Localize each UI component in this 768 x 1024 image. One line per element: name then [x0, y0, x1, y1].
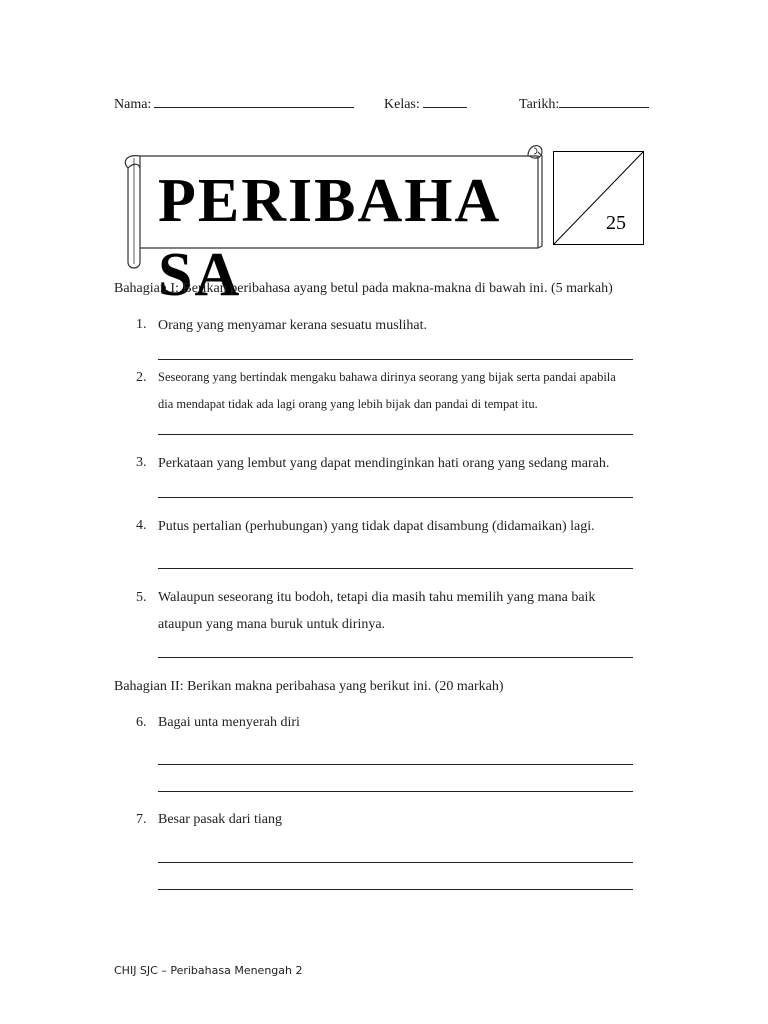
- question-text: Walaupun seseorang itu bodoh, tetapi dia masih tahu memilih yang mana baik ataupun yang mana buruk untuk dirinya.: [158, 590, 596, 632]
- score-total: 25: [606, 212, 626, 234]
- question-number: 4.: [136, 518, 147, 533]
- question-number: 7.: [136, 812, 147, 827]
- question-number: 2.: [136, 370, 147, 385]
- question-number: 1.: [136, 317, 147, 332]
- answer-line[interactable]: [158, 657, 633, 658]
- class-field: [384, 94, 467, 113]
- answer-line[interactable]: [158, 434, 633, 435]
- question-number: 3.: [136, 455, 147, 470]
- question-text: Perkataan yang lembut yang dapat mendinginkan hati orang yang sedang marah.: [158, 456, 610, 471]
- page-title: PERIBAHASA: [158, 167, 502, 309]
- date-label: Tarikh:: [519, 97, 560, 112]
- question-text: Seseorang yang bertindak mengaku bahawa dirinya seorang yang bijak serta pandai apabila dia mendapat tidak ada lagi orang yang lebih bijak dan pandai di tempat itu.: [158, 370, 616, 411]
- date-field: [519, 94, 649, 113]
- name-label: Nama:: [114, 97, 152, 112]
- page-footer: CHIJ SJC – Peribahasa Menengah 2: [114, 964, 303, 977]
- class-blank[interactable]: [423, 94, 467, 108]
- class-label: Kelas:: [384, 97, 420, 112]
- question-number: 6.: [136, 715, 147, 730]
- section-2-heading: Bahagian II: Berikan makna peribahasa yang berikut ini. (20 markah): [114, 679, 504, 694]
- answer-line[interactable]: [158, 791, 633, 792]
- answer-line[interactable]: [158, 862, 633, 863]
- answer-line[interactable]: [158, 497, 633, 498]
- answer-line[interactable]: [158, 359, 633, 360]
- name-blank[interactable]: [154, 94, 354, 108]
- date-blank[interactable]: [559, 94, 649, 108]
- score-diagonal: [553, 151, 644, 245]
- question-text: Orang yang menyamar kerana sesuatu muslihat.: [158, 318, 428, 333]
- question-text: Putus pertalian (perhubungan) yang tidak dapat disambung (didamaikan) lagi.: [158, 519, 595, 534]
- answer-line[interactable]: [158, 568, 633, 569]
- section-1-heading: Bahagian I: Berikan peribahasa ayang betul pada makna-makna di bawah ini. (5 markah): [114, 281, 613, 296]
- answer-line[interactable]: [158, 764, 633, 765]
- answer-line[interactable]: [158, 889, 633, 890]
- question-text: Besar pasak dari tiang: [158, 812, 283, 827]
- name-field: [114, 94, 354, 113]
- question-number: 5.: [136, 590, 147, 605]
- question-text: Bagai unta menyerah diri: [158, 715, 300, 730]
